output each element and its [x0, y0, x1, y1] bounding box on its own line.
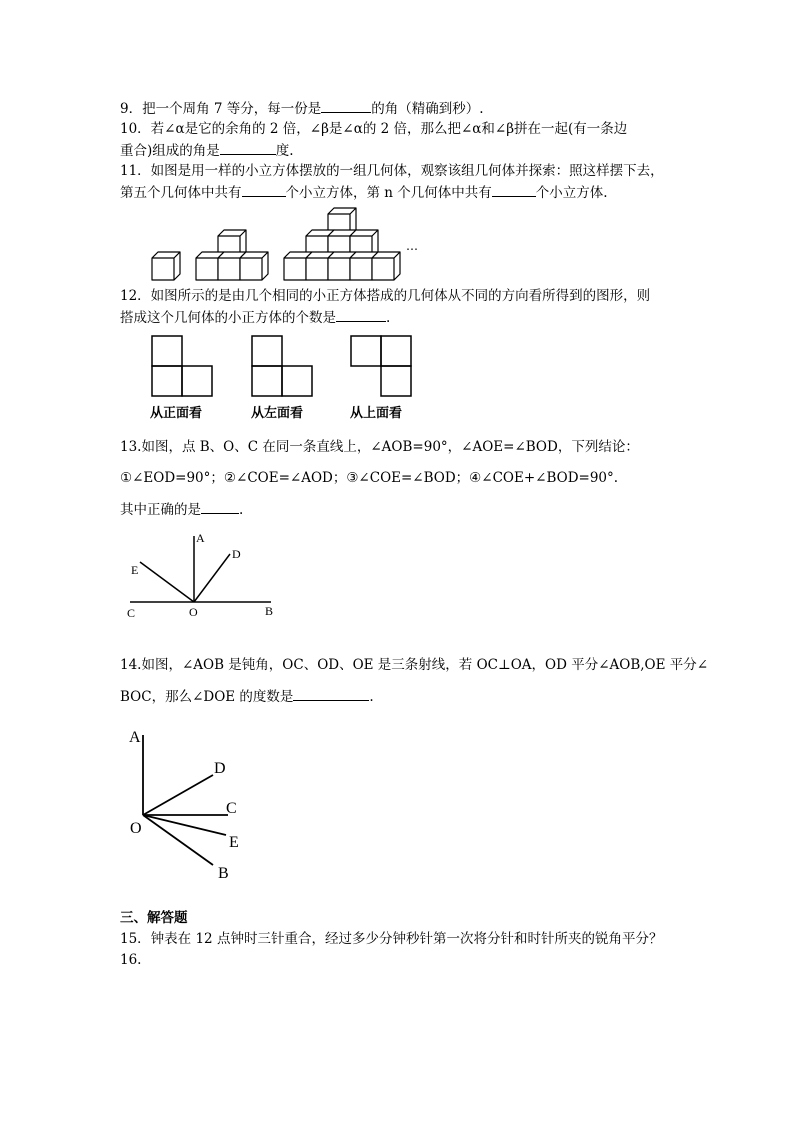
front-view-figure — [151, 335, 215, 399]
caption-top-view: 从上面看 — [350, 406, 403, 421]
label-d: D — [214, 760, 226, 777]
stack-3 — [284, 208, 400, 280]
question-13-line3: 其中正确的是 . — [120, 502, 244, 518]
left-view-figure — [251, 335, 315, 399]
question-10-line2: 重合)组成的角是 度. — [120, 143, 294, 159]
label-c: C — [226, 800, 237, 817]
label-a: A — [129, 729, 141, 746]
question-9: 9．把一个周角 7 等分，每一份是 的角（精确到秒）. — [120, 101, 484, 117]
stack-2 — [196, 230, 268, 280]
answer-blank-1[interactable] — [242, 183, 286, 197]
label-o: O — [189, 605, 198, 619]
label-e: E — [131, 563, 139, 577]
ray-oe — [140, 562, 194, 602]
caption-front-view: 从正面看 — [150, 406, 203, 421]
label-c: C — [127, 606, 136, 620]
angle-figure-13 — [126, 532, 296, 622]
label-b: B — [265, 604, 274, 618]
question-14-line2: BOC，那么∠DOE 的度数是 . — [120, 689, 374, 705]
answer-blank[interactable] — [293, 687, 369, 701]
ray-od — [143, 775, 213, 815]
label-d: D — [232, 547, 241, 561]
answer-blank[interactable] — [201, 500, 239, 514]
label-o: O — [130, 820, 142, 837]
cube-stacks-figure — [148, 198, 448, 288]
question-14-line1: 14.如图，∠AOB 是钝角，OC、OD、OE 是三条射线，若 OC⊥OA，OD 平分∠AOB,OE 平分∠ — [120, 657, 709, 673]
answer-blank[interactable] — [336, 308, 386, 322]
stack-1 — [152, 252, 180, 280]
answer-blank[interactable] — [220, 141, 276, 155]
question-12-line1: 12．如图所示的是由几个相同的小正方体搭成的几何体从不同的方向看所得到的图形，则 — [120, 288, 651, 304]
top-view-figure — [350, 335, 414, 399]
question-16: 16. — [120, 952, 142, 968]
ellipsis: … — [406, 239, 418, 253]
label-a: A — [196, 531, 205, 545]
question-11-line2: 第五个几何体中共有 个小立方体，第 n 个几何体中共有 个小立方体. — [120, 185, 608, 201]
question-13-conclusions: ①∠EOD=90°；②∠COE=∠AOD；③∠COE=∠BOD；④∠COE+∠BOD=90°. — [120, 470, 619, 486]
question-15: 15．钟表在 12 点钟时三针重合，经过多少分钟秒针第一次将分针和时针所夹的锐角平分？ — [120, 931, 663, 947]
ray-ob — [143, 815, 213, 865]
caption-left-view: 从左面看 — [251, 406, 304, 421]
ray-oe — [143, 815, 226, 835]
label-e: E — [229, 834, 239, 851]
answer-blank[interactable] — [321, 99, 371, 113]
ray-od — [194, 554, 230, 602]
question-11-line1: 11．如图是用一样的小立方体摆放的一组几何体，观察该组几何体并探索：照这样摆下去， — [120, 163, 664, 179]
question-10-line1: 10．若∠α是它的余角的 2 倍，∠β是∠α的 2 倍，那么把∠α和∠β拼在一起(有一条边 — [120, 121, 628, 137]
section-heading: 三、解答题 — [120, 910, 188, 926]
question-12-line2: 搭成这个几何体的小正方体的个数是 . — [120, 310, 391, 326]
label-b: B — [218, 865, 229, 882]
angle-figure-14 — [128, 725, 258, 885]
question-13-line1: 13.如图，点 B、O、C 在同一条直线上，∠AOB=90°，∠AOE=∠BOD，下列结论： — [120, 439, 639, 455]
answer-blank-2[interactable] — [492, 183, 536, 197]
